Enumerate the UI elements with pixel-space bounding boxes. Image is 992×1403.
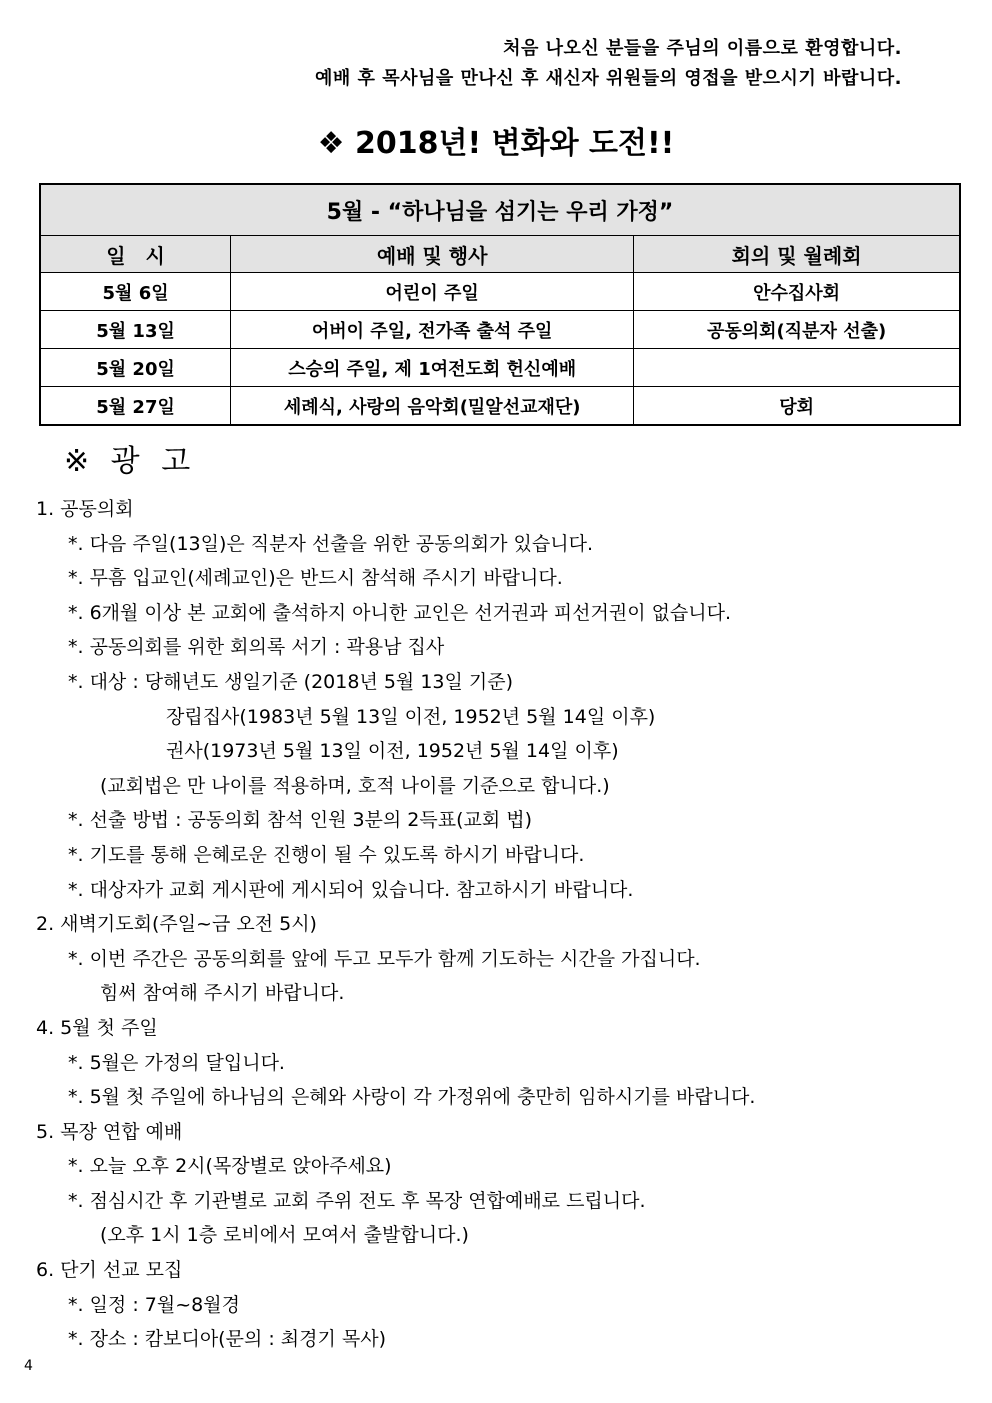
month-title: 5월 - “하나님을 섬기는 우리 가정” — [40, 184, 960, 236]
monthly-schedule-table — [39, 183, 961, 426]
list-item: *. 장소 : 캄보디아(문의 : 최경기 목사) — [68, 1328, 387, 1351]
welcome-message — [315, 34, 902, 94]
header-meeting: 회의 및 월례회 — [634, 236, 960, 273]
section-heading: 4. 5월 첫 주일 — [36, 1016, 158, 1039]
row-date: 5월 20일 — [40, 349, 231, 387]
list-item: *. 공동의회를 위한 회의록 서기 : 곽용남 집사 — [68, 636, 445, 659]
list-item: *. 선출 방법 : 공동의회 참석 인원 3분의 2득표(교회 법) — [68, 809, 533, 832]
row-meeting: 당회 — [634, 387, 960, 426]
section-heading: 2. 새벽기도회(주일~금 오전 5시) — [36, 913, 317, 936]
month-title-row — [40, 184, 960, 236]
list-subitem: 권사(1973년 5월 13일 이전, 1952년 5월 14일 이후) — [166, 740, 619, 763]
row-event: 어린이 주일 — [231, 273, 634, 311]
table-row — [40, 311, 960, 349]
row-date: 5월 13일 — [40, 311, 231, 349]
list-note: (교회법은 만 나이를 적용하며, 호적 나이를 기준으로 합니다.) — [100, 774, 610, 797]
table-row — [40, 273, 960, 311]
list-item: *. 대상 : 당해년도 생일기준 (2018년 5월 13일 기준) — [68, 670, 514, 693]
list-item: *. 오늘 오후 2시(목장별로 앉아주세요) — [68, 1155, 392, 1178]
header-event: 예배 및 행사 — [231, 236, 634, 273]
table-row — [40, 349, 960, 387]
list-item: *. 대상자가 교회 게시판에 게시되어 있습니다. 참고하시기 바랍니다. — [68, 878, 634, 901]
list-note: (오후 1시 1층 로비에서 모여서 출발합니다.) — [100, 1224, 469, 1247]
table-row — [40, 387, 960, 426]
list-item: *. 이번 주간은 공동의회를 앞에 두고 모두가 함께 기도하는 시간을 가집니다. — [68, 947, 701, 970]
row-event: 세례식, 사랑의 음악회(밀알선교재단) — [231, 387, 634, 426]
row-event: 스승의 주일, 제 1여전도회 헌신예배 — [231, 349, 634, 387]
header-date: 일 시 — [40, 236, 231, 273]
announcements-list — [36, 492, 956, 1357]
section-heading: 1. 공동의회 — [36, 498, 134, 520]
list-item: *. 점심시간 후 기관별로 교회 주위 전도 후 목장 연합예배로 드립니다. — [68, 1189, 646, 1212]
welcome-line-2: 예배 후 목사님을 만나신 후 새신자 위원들의 영접을 받으시기 바랍니다. — [315, 68, 902, 89]
page-number: 4 — [24, 1358, 33, 1374]
row-event: 어버이 주일, 전가족 출석 주일 — [231, 311, 634, 349]
section-heading: 5. 목장 연합 예배 — [36, 1120, 183, 1143]
yearly-theme-title: ❖ 2018년! 변화와 도전!! — [317, 126, 675, 161]
list-item: *. 5월은 가정의 달입니다. — [68, 1051, 285, 1074]
row-meeting: 공동의회(직분자 선출) — [634, 311, 960, 349]
list-subitem: 장립집사(1983년 5월 13일 이전, 1952년 5월 14일 이후) — [166, 705, 656, 728]
list-item: *. 무흠 입교인(세례교인)은 반드시 참석해 주시기 바랍니다. — [68, 567, 563, 590]
row-meeting — [634, 349, 960, 387]
list-note: 힘써 참여해 주시기 바랍니다. — [100, 982, 345, 1005]
row-date: 5월 6일 — [40, 273, 231, 311]
list-item: *. 일정 : 7월~8월경 — [68, 1293, 240, 1316]
row-meeting: 안수집사회 — [634, 273, 960, 311]
welcome-line-1: 처음 나오신 분들을 주님의 이름으로 환영합니다. — [503, 38, 902, 59]
list-item: *. 6개월 이상 본 교회에 출석하지 아니한 교인은 선거권과 피선거권이 없습니다. — [68, 601, 732, 624]
list-item: *. 5월 첫 주일에 하나님의 은혜와 사랑이 각 가정위에 충만히 임하시기를 바랍니다. — [68, 1086, 756, 1109]
table-header-row — [40, 236, 960, 273]
list-item: *. 다음 주일(13일)은 직분자 선출을 위한 공동의회가 있습니다. — [68, 532, 594, 555]
list-item: *. 기도를 통해 은혜로운 진행이 될 수 있도록 하시기 바랍니다. — [68, 843, 585, 866]
announcements-heading: ※ 광 고 — [64, 444, 197, 479]
row-date: 5월 27일 — [40, 387, 231, 426]
section-heading: 6. 단기 선교 모집 — [36, 1259, 183, 1282]
